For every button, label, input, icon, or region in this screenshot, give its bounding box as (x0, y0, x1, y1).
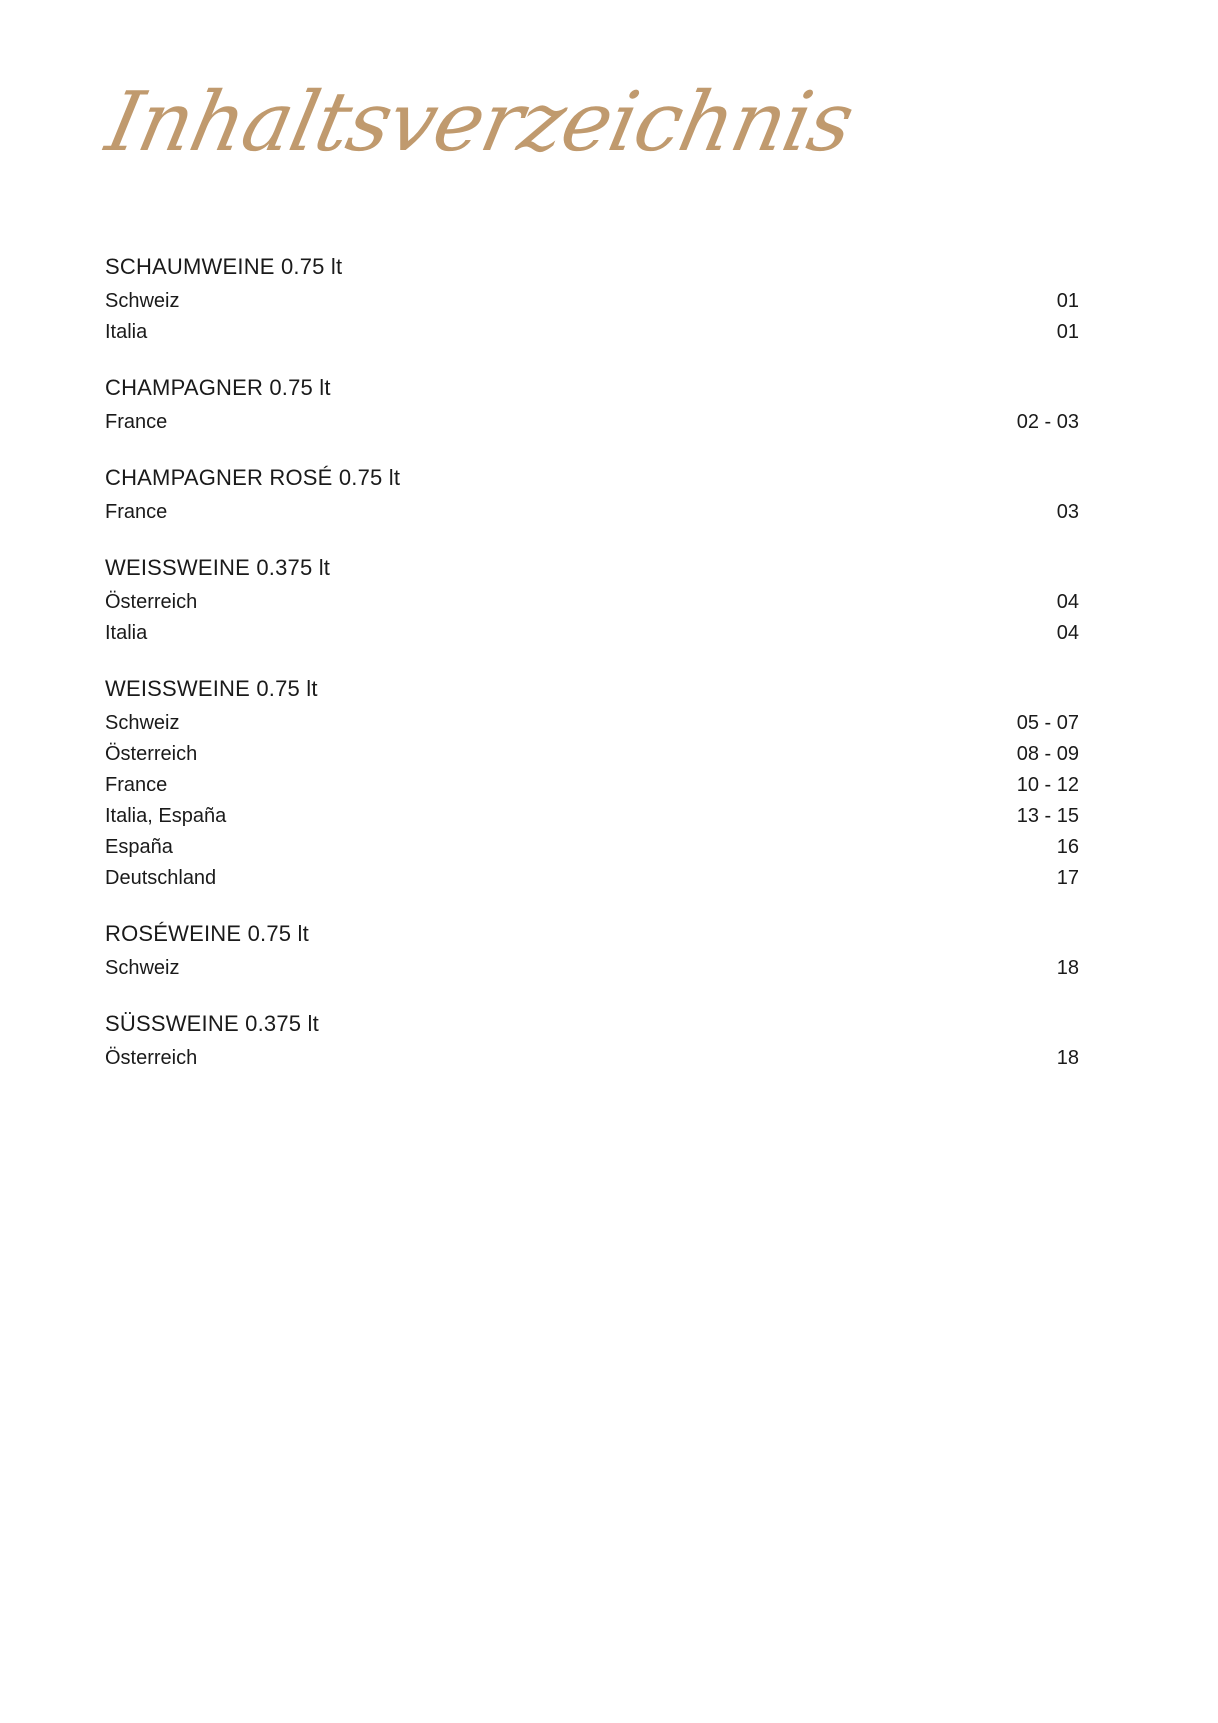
table-of-contents (105, 252, 1079, 1099)
toc-entry (105, 286, 1079, 317)
toc-entry (105, 618, 1079, 649)
entry-label: Deutschland (105, 867, 217, 889)
entry-page: 13 - 15 (1016, 805, 1079, 827)
section-heading: WEISSWEINE 0.75 lt (105, 676, 318, 701)
entry-page: 16 (1056, 836, 1079, 858)
entry-page: 04 (1056, 591, 1079, 613)
toc-entry (105, 317, 1079, 348)
toc-entry (105, 801, 1079, 832)
toc-entry (105, 708, 1079, 739)
toc-entry (105, 770, 1079, 801)
section-heading: CHAMPAGNER ROSÉ 0.75 lt (105, 465, 401, 490)
toc-section-weissweine-075 (105, 674, 1079, 894)
entry-label: France (105, 411, 168, 433)
entry-label: France (105, 501, 168, 523)
entry-page: 01 (1056, 321, 1079, 343)
entry-label: Italia (105, 321, 148, 343)
toc-entry (105, 1043, 1079, 1074)
toc-section-champagner (105, 373, 1079, 438)
entry-page: 03 (1056, 501, 1079, 523)
toc-entry (105, 587, 1079, 618)
toc-entry (105, 739, 1079, 770)
entry-page: 18 (1056, 1047, 1079, 1069)
entry-page: 05 - 07 (1016, 712, 1079, 734)
entry-label: Schweiz (105, 290, 180, 312)
toc-section-suessweine (105, 1009, 1079, 1074)
page-title: Inhaltsverzeichnis (98, 75, 861, 170)
toc-section-champagner-rose (105, 463, 1079, 528)
entry-page: 01 (1056, 290, 1079, 312)
toc-section-roseweine (105, 919, 1079, 984)
section-heading: SÜSSWEINE 0.375 lt (105, 1011, 319, 1036)
toc-entry (105, 953, 1079, 984)
section-heading: WEISSWEINE 0.375 lt (105, 555, 331, 580)
section-heading: SCHAUMWEINE 0.75 lt (105, 254, 343, 279)
entry-page: 08 - 09 (1016, 743, 1079, 765)
entry-page: 10 - 12 (1016, 774, 1079, 796)
entry-label: Italia, España (105, 805, 227, 827)
toc-entry (105, 407, 1079, 438)
toc-section-schaumweine (105, 252, 1079, 348)
entry-label: Österreich (105, 743, 198, 765)
toc-entry (105, 497, 1079, 528)
section-heading: ROSÉWEINE 0.75 lt (105, 921, 309, 946)
entry-page: 18 (1056, 957, 1079, 979)
entry-page: 04 (1056, 622, 1079, 644)
entry-label: Schweiz (105, 957, 180, 979)
section-heading: CHAMPAGNER 0.75 lt (105, 375, 331, 400)
entry-label: España (105, 836, 173, 858)
toc-entry (105, 832, 1079, 863)
entry-page: 17 (1056, 867, 1079, 889)
toc-section-weissweine-0375 (105, 553, 1079, 649)
entry-label: Schweiz (105, 712, 180, 734)
entry-page: 02 - 03 (1016, 411, 1079, 433)
entry-label: Österreich (105, 1047, 198, 1069)
entry-label: Italia (105, 622, 148, 644)
entry-label: Österreich (105, 591, 198, 613)
entry-label: France (105, 774, 168, 796)
toc-entry (105, 863, 1079, 894)
